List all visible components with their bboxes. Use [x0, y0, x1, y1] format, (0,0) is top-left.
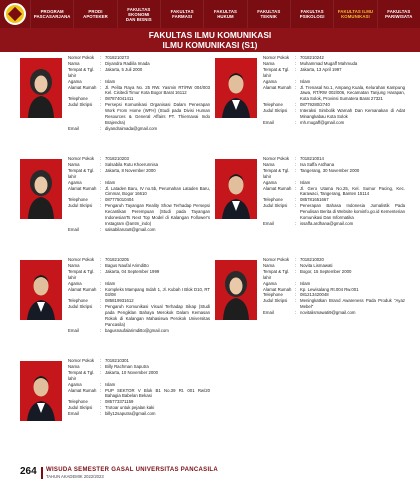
info-row-thesis: [263, 108, 405, 120]
info-label: Tempat & Tgl. lahir: [263, 167, 290, 179]
graduate-photo: [215, 58, 257, 118]
info-colon: :: [100, 226, 102, 232]
info-row-email: [68, 328, 210, 334]
nav-tab-hukum[interactable]: FAKULTAS HUKUM: [203, 0, 246, 28]
info-label: Judul Skripsi: [68, 405, 93, 411]
info-value-email[interactable]: diyandraimada@gmail.com: [105, 125, 158, 131]
info-value-address: PUP SEKTOR V Blok B1 No.39 Rt. 001 Rw/20 Bahagia Babelan Bekasi: [105, 387, 210, 399]
info-colon: :: [295, 262, 297, 268]
info-label: Agama: [68, 381, 82, 387]
info-value-nim: 7018210205: [105, 257, 129, 262]
info-colon: :: [100, 197, 102, 203]
info-label: Agama: [68, 179, 82, 185]
info-colon: :: [100, 102, 102, 108]
info-value-nim: 7018210242: [300, 55, 324, 60]
info-colon: :: [100, 203, 102, 209]
info-value-name: Salsabila Rutu Khoerunnisa: [105, 161, 159, 167]
info-colon: :: [100, 381, 102, 387]
info-label: Judul Skripsi: [68, 304, 93, 310]
info-value-name: Diyandra Radiila Imada: [105, 60, 150, 66]
info-label: Telephone: [68, 399, 88, 405]
info-value-thesis: Trotoar untuk pejalan kaki: [105, 405, 155, 411]
page-number: 264: [20, 466, 37, 477]
info-label: Alamat Rumah: [68, 286, 97, 292]
info-row-email: [68, 411, 210, 417]
info-label: Nama: [68, 363, 80, 369]
info-label: Nomor Pokok: [68, 358, 95, 363]
info-label: Tempat & Tgl. lahir: [68, 66, 95, 78]
graduate-photo: [20, 361, 62, 421]
info-label: Email: [263, 119, 274, 125]
info-row-thesis: [68, 304, 210, 328]
info-label: Nama: [68, 161, 80, 167]
nav-tab-teknik[interactable]: FAKULTAS TEKNIK: [247, 0, 290, 28]
graduate-entry: [20, 358, 215, 458]
graduate-entry: [20, 156, 215, 256]
nav-tab-pascasarjana[interactable]: PROGRAM PASCASARJANA: [30, 0, 73, 28]
graduate-entry: [20, 257, 215, 357]
info-label: Tempat & Tgl. lahir: [68, 167, 95, 179]
info-colon: :: [100, 286, 102, 292]
info-row-thesis: [263, 203, 405, 221]
info-row-birth: [68, 370, 210, 382]
info-value-email[interactable]: novitalismawati9@gmail.com: [300, 310, 356, 316]
info-label: Nomor Pokok: [263, 156, 290, 161]
info-value-email[interactable]: salsabilarutu8@gmail.com: [105, 226, 156, 232]
info-value-birth: Bogor, 15 September 2000: [300, 268, 352, 274]
info-value-birth: Tangerang, 30 November 2000: [300, 167, 360, 173]
info-value-name: Muhammad Mugaff Mahmuda: [300, 60, 358, 66]
footer-academic-year: TAHUN AKADEMIK 2022/2023: [46, 474, 104, 479]
info-label: Judul Skripsi: [263, 108, 288, 114]
info-value-religion: Islam: [105, 78, 116, 84]
info-row-birth: [263, 168, 405, 180]
info-value-thesis: Persepsi Komunikasi Organisasi Dalam Penerapan Work From Home (WFH) (Studi pada Divisi Human Resources & General Affairs PT. Thiernavai Indo Brajendra): [105, 102, 210, 125]
footer-divider: [41, 467, 43, 479]
graduate-info: [68, 257, 210, 334]
info-colon: :: [295, 257, 297, 262]
graduate-info: [263, 55, 405, 126]
info-colon: :: [100, 304, 102, 310]
info-label: Telephone: [263, 197, 283, 203]
info-colon: :: [100, 66, 102, 72]
info-colon: :: [100, 327, 102, 333]
info-colon: :: [100, 387, 102, 393]
info-label: Telephone: [263, 292, 283, 298]
info-row-thesis: [263, 298, 405, 310]
info-label: Telephone: [68, 96, 88, 102]
info-label: Telephone: [68, 197, 88, 203]
info-value-address: Jl. Trenasal No.1, Ampang Kuala, Kelurahan Kampung Jawa, RT/RW 002/006, Kecamatan Tanjung Harapan, Kota Solok, Provinsi Sumatera Barat 27321: [300, 84, 405, 102]
info-colon: :: [295, 156, 297, 161]
info-colon: :: [100, 78, 102, 84]
info-value-birth: Jakarta, 13 April 1997: [300, 66, 342, 72]
info-colon: :: [295, 197, 297, 203]
info-value-thesis: Pengaruh Komunikasi Visual Terhadap Sikap (Studi pada Pengiklan Bahaya Merokok Dalam Kemasan Rokok di Kalangan Mahasiswa Perokok Universitas Pancasila): [105, 304, 210, 327]
info-value-phone: 085819931612: [105, 298, 134, 304]
info-row-thesis: [68, 203, 210, 227]
info-label: Nama: [263, 60, 275, 66]
info-label: Email: [263, 310, 274, 316]
info-value-address: Kp. Lewisalang Rt.004 Rw.001: [300, 286, 359, 292]
info-label: Judul Skripsi: [263, 298, 288, 304]
info-value-name: Novita Lismawati: [300, 262, 333, 268]
info-colon: :: [295, 203, 297, 209]
info-value-birth: Jakarta, 10 November 2000: [105, 369, 159, 375]
info-value-address: Jl. Gero Utama No.25, Kel. Sumur Pacing, Kec. Karawaci, Tangerang, Banten 15114: [300, 185, 405, 197]
info-label: Nomor Pokok: [263, 257, 290, 262]
info-label: Nomor Pokok: [68, 257, 95, 262]
info-label: Agama: [68, 78, 82, 84]
info-label: Nomor Pokok: [263, 55, 290, 60]
info-row-email: [263, 221, 405, 227]
info-value-thesis: Penerapan Bahasa Indonesia Jurnalistik Pada Penulisan Berita di Website kominfo.go.id Kementerian Komunikasi Dan Informatika: [300, 203, 405, 221]
graduate-photo: [20, 260, 62, 320]
info-label: Agama: [263, 78, 277, 84]
info-label: Telephone: [68, 298, 88, 304]
info-colon: :: [100, 358, 102, 363]
logo-emblem-icon: [4, 3, 26, 25]
info-colon: :: [100, 179, 102, 185]
info-row-birth: [263, 269, 405, 281]
info-value-email[interactable]: bagusnaufalarimditto@gmail.com: [105, 327, 169, 333]
info-colon: :: [295, 167, 297, 173]
info-row-email: [263, 310, 405, 316]
info-value-address: Jl. Pelita Raya No. 25 RW. Yasmin RT/RW 004/003 Kel. Cisitedi Timur Kota Bogor Barat 16112: [105, 84, 210, 96]
info-row-address: [68, 287, 210, 299]
info-colon: :: [295, 310, 297, 316]
info-colon: :: [100, 363, 102, 369]
footer-event-title: WISUDA SEMESTER GASAL UNIVERSITAS PANCASILA: [46, 467, 219, 473]
info-value-religion: Islam: [300, 280, 311, 286]
info-value-birth: Jakarta, 5 Juli 2000: [105, 66, 143, 72]
info-colon: :: [100, 369, 102, 375]
info-colon: :: [295, 179, 297, 185]
info-colon: :: [295, 286, 297, 292]
graduate-info: [263, 257, 405, 316]
info-label: Tempat & Tgl. lahir: [68, 369, 95, 381]
info-colon: :: [100, 167, 102, 173]
info-row-birth: [263, 67, 405, 79]
top-navigation: [0, 0, 420, 28]
info-value-address: Kompleks Mampang Indah 1, Jl. Kubah I Blok D10, RT 03/08: [105, 286, 210, 298]
info-value-religion: Islam: [105, 381, 116, 387]
info-colon: :: [295, 298, 297, 304]
info-value-name: Billy Rachman Saputra: [105, 363, 149, 369]
info-row-thesis: [68, 102, 210, 126]
info-row-email: [68, 126, 210, 132]
info-value-phone: 087775010404: [105, 197, 134, 203]
nav-tab-ilmu-komunikasi[interactable]: FAKULTAS ILMU KOMUNIKASI: [333, 0, 376, 28]
info-value-nim: 7018210273: [105, 55, 129, 60]
info-colon: :: [295, 84, 297, 90]
info-colon: :: [295, 108, 297, 114]
info-value-thesis: Interaksi Simbolik Warnah Dan Kemanakan di Adat Minangkabau Kota Solok: [300, 108, 405, 120]
graduate-entry: [20, 55, 215, 155]
info-label: Agama: [263, 179, 277, 185]
info-colon: :: [100, 161, 102, 167]
info-label: Nomor Pokok: [68, 156, 95, 161]
info-value-birth: Jakarta, 8 November 2000: [105, 167, 156, 173]
info-row-address: [68, 388, 210, 400]
info-colon: :: [295, 280, 297, 286]
info-label: Email: [68, 226, 79, 232]
info-value-religion: Islam: [105, 179, 116, 185]
info-colon: :: [100, 268, 102, 274]
nav-tab-ekonomi-bisnis[interactable]: FAKULTAS EKONOMI DAN BISNIS: [117, 0, 160, 28]
info-label: Nomor Pokok: [68, 55, 95, 60]
info-value-nim: 7018210203: [105, 156, 129, 161]
info-value-phone: 085773371159: [105, 399, 134, 405]
info-colon: :: [100, 55, 102, 60]
info-value-email[interactable]: mh.mugaff@gmail.com: [300, 119, 345, 125]
info-label: Agama: [68, 280, 82, 286]
graduate-entry: [215, 156, 410, 256]
nav-tab-farmasi[interactable]: FAKULTAS FARMASI: [160, 0, 203, 28]
info-colon: :: [100, 84, 102, 90]
graduate-entry: [215, 55, 410, 155]
info-label: Nama: [263, 262, 275, 268]
university-logo: [0, 0, 30, 28]
nav-tab-apoteker[interactable]: PRODI APOTEKER: [73, 0, 116, 28]
info-label: Email: [68, 125, 79, 131]
info-label: Judul Skripsi: [263, 203, 288, 209]
graduate-info: [68, 55, 210, 132]
info-label: Tempat & Tgl. lahir: [263, 66, 290, 78]
info-label: Alamat Rumah: [263, 286, 292, 292]
graduate-info: [68, 156, 210, 233]
info-row-address: [68, 186, 210, 198]
info-row-address: [68, 85, 210, 97]
info-colon: :: [100, 298, 102, 304]
info-colon: :: [100, 96, 102, 102]
info-label: Email: [68, 327, 79, 333]
page-footer: [0, 466, 420, 480]
info-label: Alamat Rumah: [68, 84, 97, 90]
graduate-photo: [20, 159, 62, 219]
info-value-nim: 7018210301: [105, 358, 129, 363]
info-label: Agama: [263, 280, 277, 286]
info-label: Alamat Rumah: [263, 84, 292, 90]
info-colon: :: [100, 185, 102, 191]
info-row-email: [68, 227, 210, 233]
info-colon: :: [295, 78, 297, 84]
info-value-thesis: Meningkatkan Brand Awareness Pada Produk "Ayaz Mebel": [300, 298, 405, 310]
info-value-phone: 087874041411: [105, 96, 134, 102]
info-colon: :: [295, 60, 297, 66]
info-colon: :: [295, 161, 297, 167]
graduate-info: [263, 156, 405, 227]
info-colon: :: [100, 399, 102, 405]
info-value-phone: 085781651667: [300, 197, 329, 203]
info-colon: :: [295, 102, 297, 108]
program-title: ILMU KOMUNIKASI (S1): [162, 40, 258, 50]
info-colon: :: [295, 185, 297, 191]
info-label: Email: [263, 220, 274, 226]
info-colon: :: [295, 292, 297, 298]
info-value-nim: 7018210014: [300, 156, 324, 161]
info-label: Tempat & Tgl. lahir: [263, 268, 290, 280]
info-value-nim: 7018210020: [300, 257, 324, 262]
info-value-name: Isa Saffa Ardhana: [300, 161, 335, 167]
info-colon: :: [100, 125, 102, 131]
info-label: Alamat Rumah: [68, 387, 97, 393]
faculty-title: FAKULTAS ILMU KOMUNIKASI: [148, 30, 272, 40]
graduate-grid: [20, 55, 410, 463]
graduate-photo: [215, 260, 257, 320]
section-title: [0, 28, 420, 52]
info-colon: :: [100, 280, 102, 286]
info-colon: :: [100, 156, 102, 161]
info-label: Judul Skripsi: [68, 203, 93, 209]
info-value-email[interactable]: billy12saputra@gmail.com: [105, 411, 156, 417]
graduate-entry: [215, 257, 410, 357]
info-colon: :: [100, 257, 102, 262]
info-label: Email: [68, 411, 79, 417]
info-colon: :: [295, 55, 297, 60]
info-value-thesis: Pengaruh Tayangan Reality Show Terhadap Persepsi Kecantikan Perempuan (Studi pada Tayangan IndonesianTs Next Top Model di Kalangan Follower's Instagram @antm_indo): [105, 203, 210, 226]
info-value-name: Bagus Naufal Arimditto: [105, 262, 149, 268]
info-label: Tempat & Tgl. lahir: [68, 268, 95, 280]
graduate-photo: [20, 58, 62, 118]
info-row-address: [263, 85, 405, 103]
info-value-address: Jl. Lataden Baru, IV no.5b, Perumahan Lataden Baru, Cimmar, Bogor 16610: [105, 185, 210, 197]
info-value-email[interactable]: issaffa.ardhana@gmail.com: [300, 220, 354, 226]
info-label: Nama: [263, 161, 275, 167]
info-row-birth: [68, 67, 210, 79]
info-value-birth: Jakarta, 04 September 1999: [105, 268, 160, 274]
graduate-info: [68, 358, 210, 417]
nav-tab-psikologi[interactable]: FAKULTAS PSIKOLOGI: [290, 0, 333, 28]
info-colon: :: [100, 262, 102, 268]
info-value-religion: Islam: [105, 280, 116, 286]
info-label: Alamat Rumah: [263, 185, 292, 191]
info-colon: :: [295, 268, 297, 274]
info-row-email: [263, 120, 405, 126]
info-colon: :: [295, 220, 297, 226]
info-colon: :: [100, 411, 102, 417]
info-label: Nama: [68, 262, 80, 268]
info-label: Nama: [68, 60, 80, 66]
graduate-photo: [215, 159, 257, 219]
info-label: Judul Skripsi: [68, 102, 93, 108]
info-value-religion: Islam: [300, 179, 311, 185]
nav-tab-pariwisata[interactable]: FAKULTAS PARIWISATA: [377, 0, 420, 28]
info-value-phone: 081213420048: [300, 292, 329, 298]
info-colon: :: [295, 119, 297, 125]
info-colon: :: [100, 60, 102, 66]
info-label: Alamat Rumah: [68, 185, 97, 191]
info-row-birth: [68, 269, 210, 281]
info-colon: :: [100, 405, 102, 411]
info-colon: :: [295, 66, 297, 72]
info-value-phone: 08779280/2740: [300, 102, 330, 108]
info-row-address: [263, 186, 405, 198]
info-row-birth: [68, 168, 210, 180]
info-label: Telephone: [263, 102, 283, 108]
info-value-religion: Islam: [300, 78, 311, 84]
